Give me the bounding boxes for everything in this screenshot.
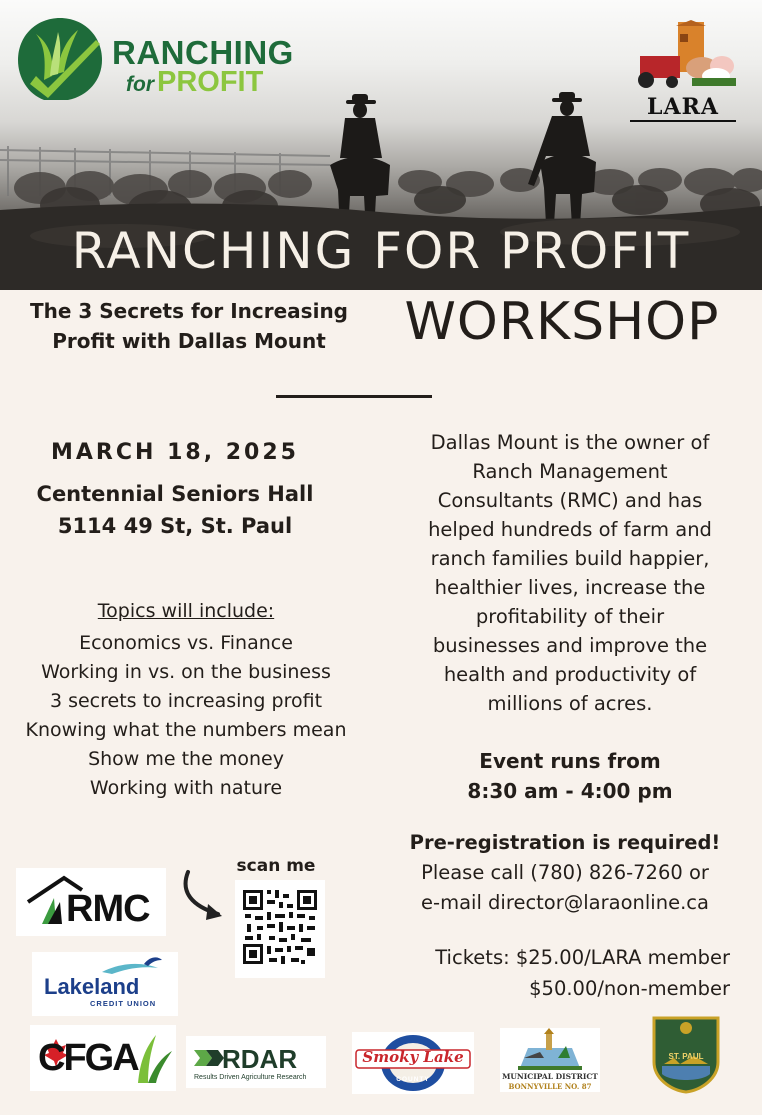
scan-me-label: scan me xyxy=(236,856,316,876)
bio-line: Consultants (RMC) and has xyxy=(437,489,703,512)
topics-heading: Topics will include: xyxy=(97,600,275,622)
topics-list xyxy=(0,629,374,803)
md-bonnyville-logo xyxy=(500,1028,600,1092)
hero-title: RANCHING FOR PROFIT xyxy=(71,222,691,280)
event-venue xyxy=(0,478,350,542)
ranching-for-profit-logo xyxy=(14,14,314,104)
topic-item: 3 secrets to increasing profit xyxy=(49,690,323,712)
rmc-logo-text: RMC xyxy=(66,888,150,930)
bio-line: Ranch Management xyxy=(472,460,668,483)
topic-item: Economics vs. Finance xyxy=(79,632,293,654)
registration-heading: Pre-registration is required! xyxy=(409,831,721,854)
bio-line: profitability of their xyxy=(475,605,665,628)
hero-banner xyxy=(0,0,762,290)
lakeland-credit-union-logo xyxy=(32,952,178,1016)
smoky-lake-county-logo xyxy=(352,1032,474,1094)
bio-line: ranch families build happier, xyxy=(430,547,710,570)
rdar-subtext: Results Driven Agriculture Research xyxy=(194,1074,307,1081)
cfga-logo-text: CFGA xyxy=(38,1037,138,1079)
bio-line: businesses and improve the xyxy=(432,634,708,657)
event-times-label: Event runs from xyxy=(479,749,661,773)
subtitle-line: The 3 Secrets for Increasing xyxy=(29,299,348,323)
registration-info xyxy=(380,828,750,918)
ticket-nonmember-price: $50.00/non-member xyxy=(529,977,730,1000)
event-date: MARCH 18, 2025 xyxy=(51,440,299,465)
brand-word-for: for xyxy=(126,73,154,96)
qr-code[interactable] xyxy=(235,880,325,978)
st-paul-text: ST. PAUL xyxy=(668,1052,704,1061)
topic-item: Knowing what the numbers mean xyxy=(25,719,347,741)
topic-item: Working with nature xyxy=(89,777,283,799)
lara-logo xyxy=(630,20,736,128)
lara-logo-text: LARA xyxy=(630,94,736,122)
registration-phone: Please call (780) 826-7260 or xyxy=(421,861,709,884)
bio-line: helped hundreds of farm and xyxy=(428,518,712,541)
grass-leaf-icon xyxy=(14,14,106,104)
rdar-arrows-icon xyxy=(192,1044,226,1074)
farm-scene-icon xyxy=(630,20,736,92)
brand-word-profit: PROFIT xyxy=(157,66,264,98)
bio-line: millions of acres. xyxy=(487,692,653,715)
county-st-paul-logo xyxy=(650,1014,722,1094)
qr-code-icon xyxy=(235,880,325,978)
ticket-prices xyxy=(370,942,730,1004)
cfga-logo xyxy=(30,1025,176,1091)
smoky-lake-name: Smoky Lake xyxy=(362,1048,464,1066)
workshop-heading: WORKSHOP xyxy=(404,292,720,352)
topic-item: Show me the money xyxy=(88,748,284,770)
event-times-value: 8:30 am - 4:00 pm xyxy=(467,779,673,803)
brand-line-profit xyxy=(126,66,263,99)
md-subtext: BONNYVILLE NO. 87 xyxy=(508,1082,592,1091)
divider xyxy=(276,395,432,398)
speaker-bio xyxy=(392,428,748,718)
rdar-logo-text: RDAR xyxy=(222,1044,298,1074)
event-times xyxy=(392,746,748,806)
md-name: MUNICIPAL DISTRICT xyxy=(502,1072,598,1081)
bio-line: Dallas Mount is the owner of xyxy=(430,431,710,454)
curved-arrow-icon xyxy=(178,866,228,926)
lakeland-name: Lakeland xyxy=(44,974,140,999)
lakeland-subtext: CREDIT UNION xyxy=(90,999,157,1008)
rider-silhouette-right xyxy=(528,92,596,226)
rmc-logo xyxy=(16,868,166,936)
ticket-member-price: Tickets: $25.00/LARA member xyxy=(435,946,730,969)
registration-email[interactable]: e-mail director@laraonline.ca xyxy=(421,891,709,914)
smoky-lake-subtext: COUNTY xyxy=(396,1076,430,1083)
brand-line-ranching: RANCHING xyxy=(112,34,294,71)
bio-line: health and productivity of xyxy=(443,663,697,686)
bio-line: healthier lives, increase the xyxy=(434,576,706,599)
venue-address: 5114 49 St, St. Paul xyxy=(57,514,293,538)
workshop-subtitle xyxy=(14,296,364,356)
md-landscape-icon xyxy=(500,1028,600,1072)
venue-name: Centennial Seniors Hall xyxy=(36,482,314,506)
subtitle-line: Profit with Dallas Mount xyxy=(52,329,326,353)
rdar-logo xyxy=(186,1036,326,1088)
topic-item: Working in vs. on the business xyxy=(41,661,331,683)
